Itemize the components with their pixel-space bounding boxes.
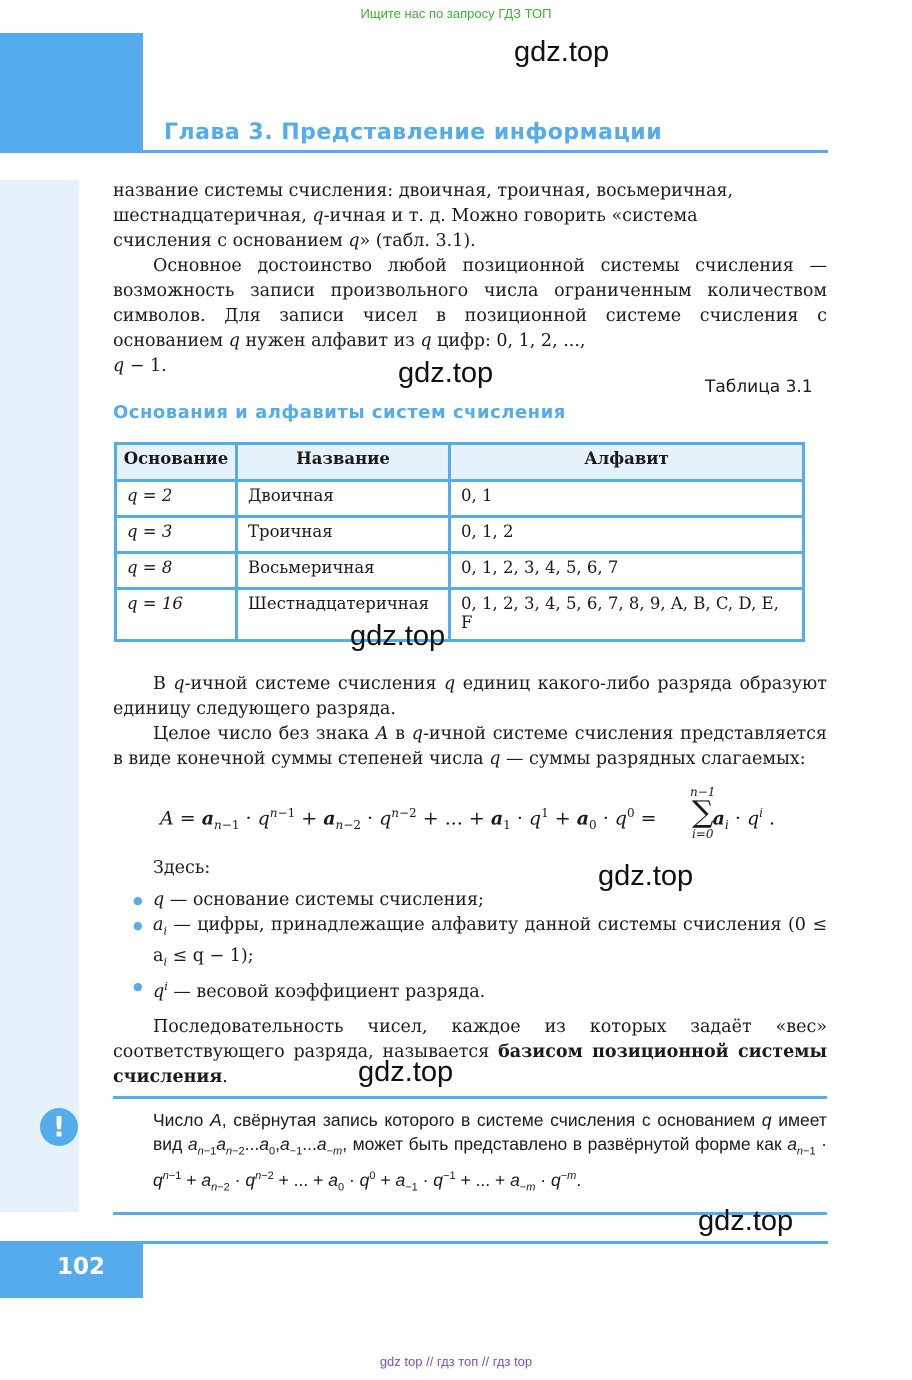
watermark: gdz.top: [358, 1056, 454, 1088]
advantage-paragraph: Основное достоинство любой позиционной системы счисления — возможность записи произвольного числа ограниченным количеством символов. Для записи чисел в позиционной системе счисления с основанием q нужен алфавит из q цифр: 0, 1, 2, ..., q − 1.: [113, 256, 827, 376]
list-item: ● q — основание системы счисления;: [113, 888, 827, 913]
table-row: q = 16 Шестнадцатеричная 0, 1, 2, 3, 4, 5, 6, 7, 8, 9, A, B, C, D, E, F: [116, 589, 804, 641]
definitions-block: [113, 856, 827, 1090]
header-color-block: [0, 33, 143, 153]
table-row: q = 3 Троичная 0, 1, 2: [116, 517, 804, 553]
here-label: Здесь:: [153, 858, 211, 878]
table-row: q = 2 Двоичная 0, 1: [116, 481, 804, 517]
footer-text: gdz top // гдз топ // гдз top: [379, 1354, 533, 1369]
bases-table: [114, 442, 805, 642]
basis-paragraph: Последовательность чисел, каждое из которых задаёт «вес» соответствующего разряда, называется базисом позиционной системы счисления.: [113, 1016, 827, 1087]
table-title: Основания и алфавиты систем счисления: [113, 402, 566, 423]
header-name: Название: [237, 444, 450, 481]
table-row: q = 8 Восьмеричная 0, 1, 2, 3, 4, 5, 6, 7: [116, 553, 804, 589]
list-item: ● $a_i$ — цифры, принадлежащие алфавиту данной системы счисления $(0 \le a_i \le q - 1)$;: [113, 913, 827, 974]
side-strip: [0, 180, 79, 1212]
integer-paragraph: Целое число без знака A в q-ичной системе счисления представляется в виде конечной суммы степеней числа q — суммы разрядных слагаемых:: [113, 724, 827, 769]
page-number: 102: [57, 1254, 106, 1280]
exclamation-icon: !: [40, 1108, 78, 1146]
units-paragraph: В q-ичной системе счисления q единиц какого-либо разряда образуют единицу следующего разряда. Целое число без знака A в q-ичной системе счисления представляется в виде конечной суммы степеней числа q — суммы разрядных слагаемых:: [113, 672, 827, 772]
watermark: gdz.top: [350, 620, 446, 652]
sum-formula: $A = a_{n-1} \cdot q^{n-1} + a_{n-2} \cdot q^{n-2}$ + ... + $a_1 \cdot q^1 + a_0 \cdot q^0 = a_i \cdot q^i$ . n−1 ∑ i=0: [160, 785, 776, 841]
chapter-title: Глава 3. Представление информации: [164, 120, 663, 145]
watermark: gdz.top: [514, 36, 610, 68]
intro-paragraph: название системы счисления: двоичная, троичная, восьмеричная, шестнадцатеричная, q-ичная и т. д. Можно говорить «система счисления с основанием q» (табл. 3.1). Основное достоинство любой позиционной системы счисления — возможность записи произвольного числа ограниченным количеством символов. Для записи чисел в позиционной системе счисления с основанием q нужен алфавит из q цифр: 0, 1, 2, ..., q − 1.: [113, 179, 827, 379]
note-text: Число A, свёрнутая запись которого в системе счисления с основанием q имеет вид $a_{n-1}a_{n-2}...a_0,a_{-1}...a_{-m}$, может быть представлено в развёрнутой форме как $a_{n-1} \cdot q^{n-1} + a_{n-2} \cdot q^{n-2}$ + ... + $a_0 \cdot q^0 + a_{-1} \cdot q^{-1}$ + ... + $a_{-m} \cdot q^{-m}$.: [153, 1110, 827, 1193]
watermark: gdz.top: [598, 860, 694, 892]
note-top-rule: [113, 1096, 827, 1099]
table-label: Таблица 3.1: [705, 377, 813, 397]
header-base: Основание: [116, 444, 237, 481]
footer-rule: [143, 1241, 828, 1244]
list-item: ● $q^i$ — весовой коэффициент разряда.: [113, 974, 827, 1005]
watermark: gdz.top: [698, 1205, 794, 1237]
header-alphabet: Алфавит: [450, 444, 804, 481]
sigma-symbol: n−1 ∑ i=0: [690, 785, 716, 841]
header-rule: [143, 150, 828, 153]
watermark: gdz.top: [398, 357, 494, 389]
top-banner: Ищите нас по запросу ГДЗ ТОП: [360, 6, 552, 21]
